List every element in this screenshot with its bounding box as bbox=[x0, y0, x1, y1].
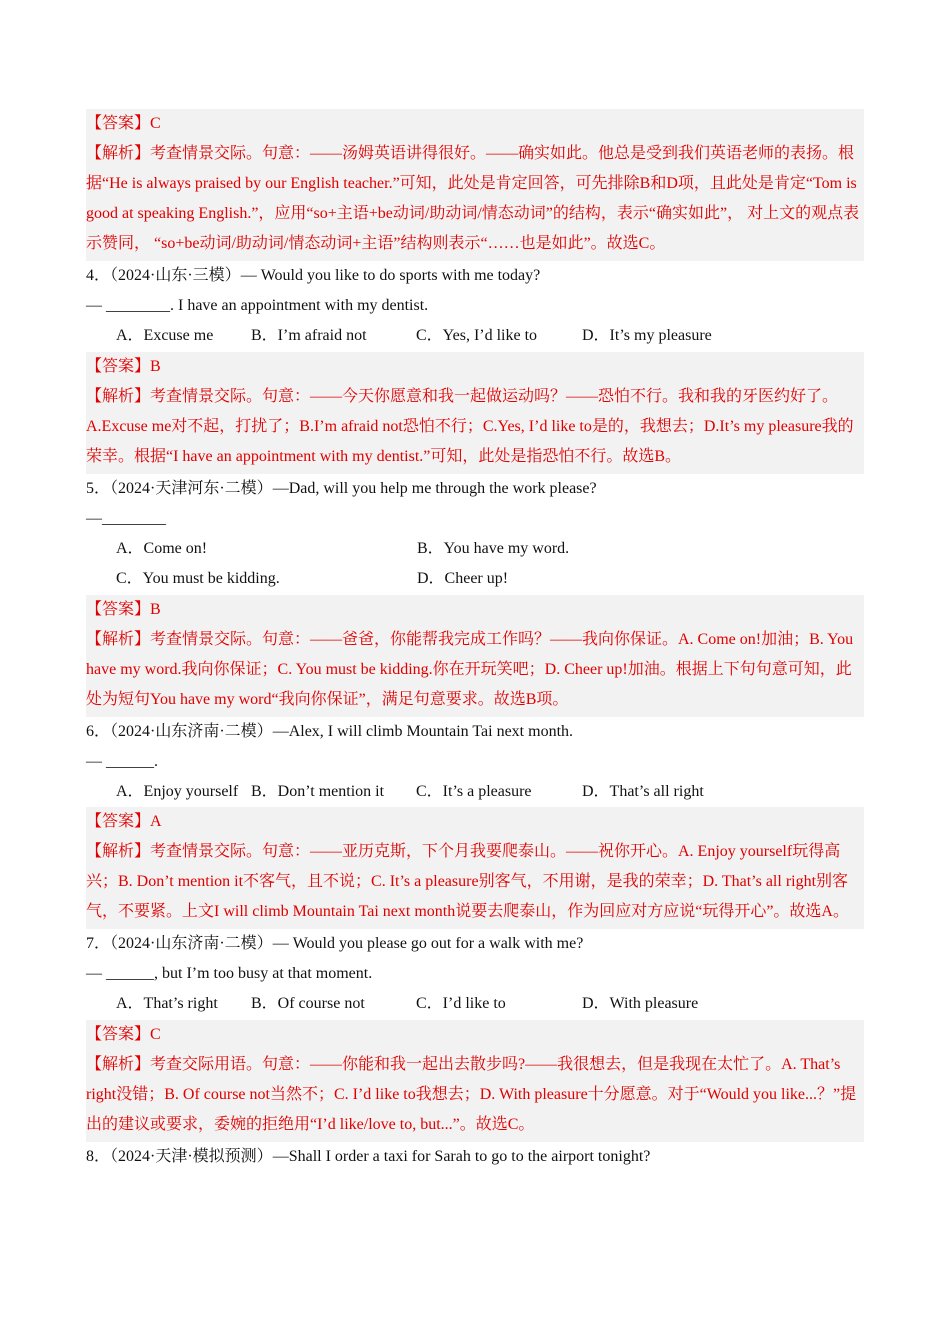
answer-label: 【答案】B bbox=[86, 357, 161, 375]
answer-label: 【答案】C bbox=[86, 1025, 161, 1043]
option-a: A．Enjoy yourself bbox=[116, 782, 239, 800]
question-text: —Alex, I will climb Mountain Tai next month. bbox=[272, 722, 574, 740]
question-text: —Dad, will you help me through the work please? bbox=[272, 479, 597, 497]
question-number: 8． bbox=[86, 1147, 111, 1165]
question-source: （2024·天津·模拟预测） bbox=[110, 1147, 273, 1165]
page-content bbox=[86, 109, 864, 1172]
question-4-options bbox=[86, 321, 864, 352]
answer-block-4 bbox=[86, 352, 864, 474]
question-6-options bbox=[86, 777, 864, 808]
answer-label: 【答案】C bbox=[86, 115, 161, 132]
question-number: 7． bbox=[86, 935, 111, 952]
question-5-line2: —________ bbox=[86, 509, 166, 527]
question-6-line1 bbox=[86, 717, 864, 747]
question-7-line1 bbox=[86, 929, 864, 959]
analysis-text: 【解析】考查情景交际。句意：——汤姆英语讲得很好。——确实如此。他总是受到我们英语老师的表扬。根据“He is always praised by our English teacher.”可知，此处是肯定回答，可先排除B和D项，且此处是肯定“Tom is good at speaking English.”，应用“so+主语+be动词/助动词/情态动词”的结构，表示“确实如此”， 对上文的观点表示赞同， “so+be动词/助动词/情态动词+主语”结构则表示“……也是如此”。故选C。 bbox=[86, 145, 860, 252]
question-source: （2024·山东济南·二模） bbox=[110, 722, 273, 740]
question-text: — Would you like to do sports with me today? bbox=[240, 267, 541, 284]
option-b: B．You have my word. bbox=[417, 539, 570, 557]
option-d: D．Cheer up! bbox=[417, 570, 509, 587]
answer-block-5 bbox=[86, 595, 864, 717]
question-4-line1 bbox=[86, 261, 864, 291]
answer-label: 【答案】A bbox=[86, 813, 162, 830]
question-source: （2024·天津河东·二模） bbox=[110, 479, 273, 497]
question-source: （2024·山东·三模） bbox=[110, 267, 241, 284]
answer-block-7 bbox=[86, 1020, 864, 1142]
answer-block-6 bbox=[86, 807, 864, 929]
question-5-options-row2 bbox=[86, 564, 864, 595]
analysis-text: 【解析】考查情景交际。句意：——爸爸，你能帮我完成工作吗？——我向你保证。A. Come on!加油；B. You have my word.我向你保证；C. You must be kidding.你在开玩笑吧；D. Cheer up!加油。根据上下句句意可知，此处为短句You have my word“我向你保证”，满足句意要求。故选B项。 bbox=[86, 630, 854, 708]
option-b: B．Don’t mention it bbox=[251, 782, 385, 800]
option-a: A．Come on! bbox=[116, 539, 208, 557]
question-6-line2: — ______. bbox=[86, 752, 158, 770]
option-c: C．I’d like to bbox=[416, 995, 506, 1012]
question-text: —Shall I order a taxi for Sarah to go to the airport tonight? bbox=[272, 1147, 651, 1165]
option-d: D．It’s my pleasure bbox=[582, 327, 712, 344]
option-d: D．That’s all right bbox=[582, 782, 704, 800]
question-source: （2024·山东济南·二模） bbox=[110, 935, 273, 952]
question-4-line2: — ________. I have an appointment with my dentist. bbox=[86, 297, 429, 314]
option-c: C．Yes, I’d like to bbox=[416, 327, 538, 344]
analysis-text: 【解析】考查情景交际。句意：——今天你愿意和我一起做运动吗？——恐怕不行。我和我的牙医约好了。A.Excuse me对不起，打扰了；B.I’m afraid not恐怕不行；C.Yes, I’d like to是的，我想去；D.It’s my pleasure我的荣幸。根据“I have an appointment with my dentist.”可知，此处是指恐怕不行。故选B。 bbox=[86, 387, 854, 465]
option-c: C．You must be kidding. bbox=[116, 570, 280, 587]
option-a: A．That’s right bbox=[116, 995, 218, 1012]
question-5-line1 bbox=[86, 474, 864, 504]
option-b: B．Of course not bbox=[251, 995, 365, 1012]
question-7-line2: — ______, but I’m too busy at that moment. bbox=[86, 965, 373, 982]
question-text: — Would you please go out for a walk with me? bbox=[272, 935, 584, 952]
option-b: B．I’m afraid not bbox=[251, 327, 367, 344]
question-7-options bbox=[86, 989, 864, 1020]
option-a: A．Excuse me bbox=[116, 327, 214, 344]
option-c: C．It’s a pleasure bbox=[416, 782, 532, 800]
analysis-text: 【解析】考查交际用语。句意：——你能和我一起出去散步吗?——我很想去，但是我现在太忙了。A. That’s right没错；B. Of course not当然不；C. I’d like to我想去；D. With pleasure十分愿意。对于“Would you like...？”提出的建议或要求，委婉的拒绝用“I’d like/love to, but...”。故选C。 bbox=[86, 1055, 857, 1133]
answer-label: 【答案】B bbox=[86, 600, 161, 618]
question-8-line1 bbox=[86, 1142, 864, 1172]
question-number: 5． bbox=[86, 479, 111, 497]
question-number: 6． bbox=[86, 722, 111, 740]
option-d: D．With pleasure bbox=[582, 995, 699, 1012]
answer-block-3 bbox=[86, 109, 864, 261]
question-number: 4． bbox=[86, 267, 111, 284]
question-5-options-row1 bbox=[86, 534, 864, 565]
analysis-text: 【解析】考查情景交际。句意：——亚历克斯，下个月我要爬泰山。——祝你开心。A. Enjoy yourself玩得高兴；B. Don’t mention it不客气，且不说；C. It’s a pleasure别客气，不用谢，是我的荣幸；D. That’s all right别客气，不要紧。上文I will climb Mountain Tai next month说要去爬泰山，作为回应对方应说“玩得开心”。故选A。 bbox=[86, 843, 849, 920]
